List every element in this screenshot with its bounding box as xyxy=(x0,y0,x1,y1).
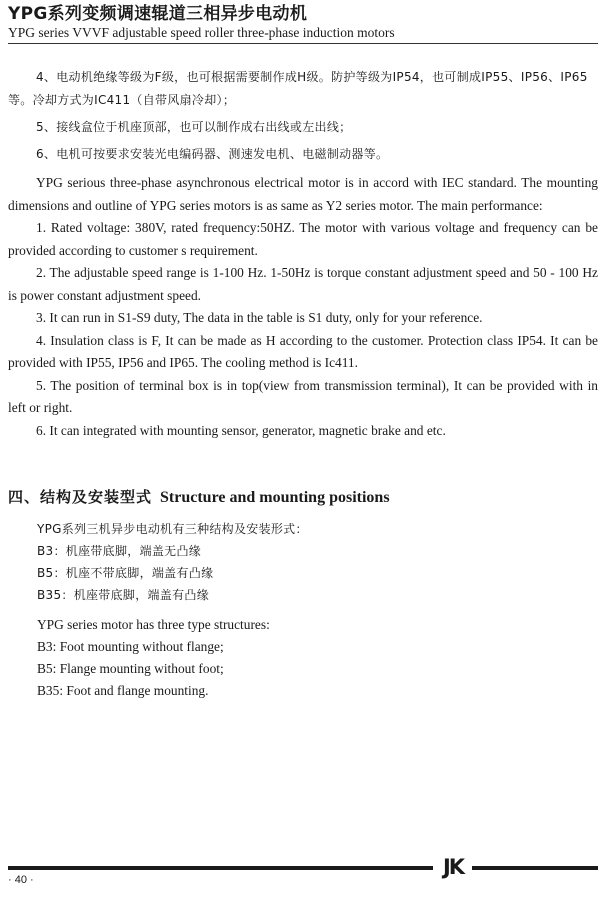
header-title-en: YPG series VVVF adjustable speed roller three-phase induction motors xyxy=(8,25,395,40)
section-heading xyxy=(8,486,598,509)
page-header xyxy=(8,4,598,41)
structure-cn-b5: B5：机座不带底脚，端盖有凸缘 xyxy=(37,566,214,580)
structure-en-b35: B35: Foot and flange mounting. xyxy=(37,683,209,698)
cn-paragraph-6: 6、电机可按要求安装光电编码器、测速发电机、电磁制动器等。 xyxy=(36,147,389,161)
header-title-cn: YPG系列变频调速辊道三相异步电动机 xyxy=(8,4,308,24)
header-divider xyxy=(8,43,598,44)
structure-cn-b35: B35：机座带底脚，端盖有凸缘 xyxy=(37,588,210,602)
spec-body xyxy=(8,66,598,442)
brand-logo: JK xyxy=(442,855,464,879)
structure-en-b5: B5: Flange mounting without foot; xyxy=(37,661,224,676)
footer-rule-left xyxy=(8,866,433,870)
structures-en-intro: YPG series motor has three type structures: xyxy=(37,617,270,632)
en-intro-paragraph: YPG serious three-phase asynchronous electrical motor is in accord with IEC standard. The mounting dimensions and outline of YPG series motors is as same as Y2 series motor. The main performance: xyxy=(8,175,598,213)
en-item-2: 2. The adjustable speed range is 1-100 Hz. 1-50Hz is torque constant adjustment speed and 50 - 100 Hz is power constant adjustment speed. xyxy=(8,265,598,303)
page-footer xyxy=(0,850,607,900)
section-heading-en: Structure and mounting positions xyxy=(160,489,390,506)
cn-paragraph-4: 4、电动机绝缘等级为F级，也可根据需要制作成H级。防护等级为IP54，也可制成IP55、IP56、IP65等。冷却方式为IC411（自带风扇冷却）； xyxy=(8,70,588,107)
en-item-6: 6. It can integrated with mounting sensor, generator, magnetic brake and etc. xyxy=(36,422,446,438)
section-heading-cn: 四、结构及安装型式 xyxy=(8,488,153,506)
page-number: · 40 · xyxy=(8,874,34,886)
cn-paragraph-5: 5、接线盒位于机座顶部，也可以制作成右出线或左出线； xyxy=(36,120,352,134)
footer-rule-right xyxy=(472,866,598,870)
structure-cn-b3: B3：机座带底脚，端盖无凸缘 xyxy=(37,544,202,558)
en-item-3: 3. It can run in S1-S9 duty, The data in the table is S1 duty, only for your reference. xyxy=(36,310,483,325)
en-item-1: 1. Rated voltage: 380V, rated frequency:50HZ. The motor with various voltage and frequency can be provided according to customer s requirement. xyxy=(8,220,598,258)
structures-en xyxy=(37,614,597,702)
structures-cn xyxy=(37,518,597,606)
structure-en-b3: B3: Foot mounting without flange; xyxy=(37,639,224,654)
en-item-4: 4. Insulation class is F, It can be made as H according to the customer. Protection class IP54. It can be provided with IP55, IP56 and IP65. The cooling method is Ic411. xyxy=(8,332,598,370)
structures-cn-intro: YPG系列三机异步电动机有三种结构及安装形式： xyxy=(37,522,308,536)
en-item-5: 5. The position of terminal box is in top(view from transmission terminal), It can be provided with in left or right. xyxy=(8,377,598,415)
